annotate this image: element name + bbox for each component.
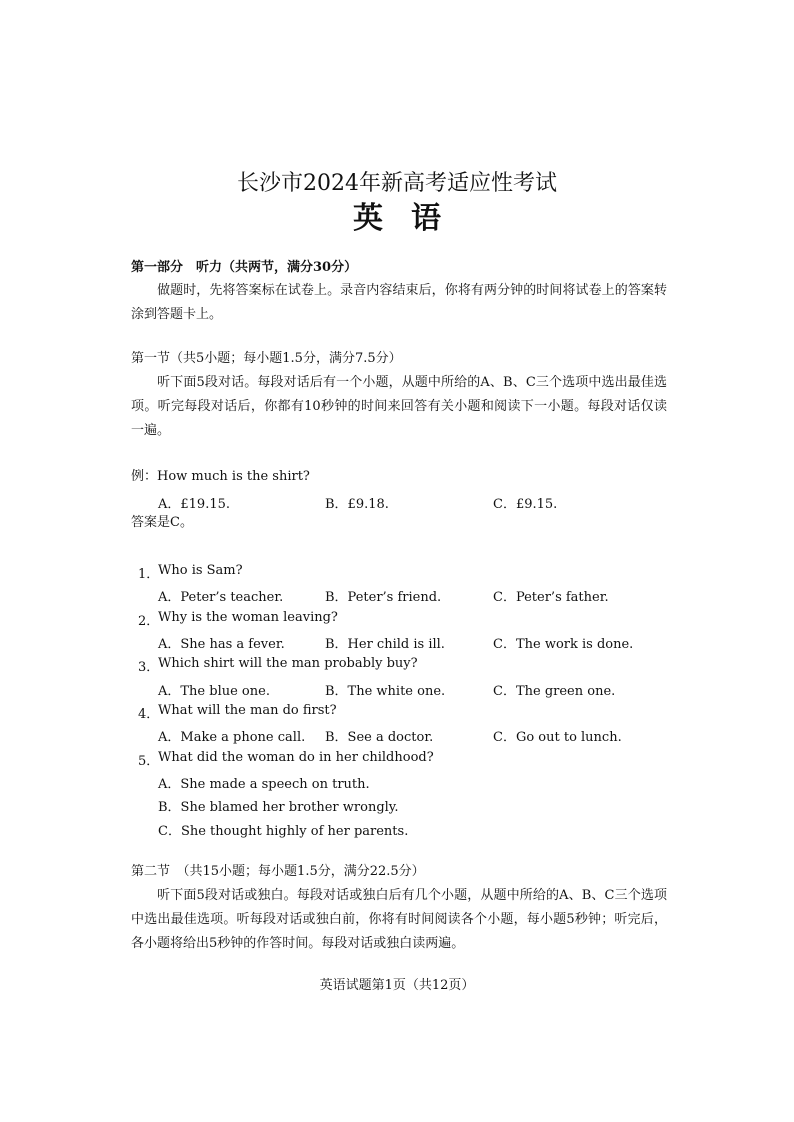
question-5-option-c: C．She thought highly of her parents.	[158, 824, 409, 839]
question-4-option-a: A．Make a phone call.	[158, 730, 306, 745]
question-5-option-a: A．She made a speech on truth.	[158, 777, 370, 792]
example-answer: 答案是C。	[131, 515, 193, 530]
question-3-option-b: B．The white one.	[325, 684, 446, 699]
question-2-option-c: C．The work is done.	[493, 637, 634, 652]
question-3-option-c: C．The green one.	[493, 684, 616, 699]
question-2-number: 2．	[138, 614, 160, 629]
section1-instructions-text: 听下面5段对话。每段对话后有一个小题，从题中所给的A、B、C三个选项中选出最佳选项。听完每段对话后，你都有10秒钟的时间来回答有关小题和阅读下一小题。每段对话仅读一遍。	[131, 375, 667, 438]
example-question: 例：How much is the shirt?	[131, 469, 310, 484]
question-3-text: Which shirt will the man probably buy?	[158, 656, 418, 671]
section2-instructions	[131, 884, 667, 956]
question-4-number: 4．	[138, 707, 160, 722]
section2-instructions-text: 听下面5段对话或独白。每段对话或独白后有几个小题，从题中所给的A、B、C三个选项中选出最佳选项。听每段对话或独白前，你将有时间阅读各个小题，每小题5秒钟；听完后，各小题将给出5秒钟的作答时间。每段对话或独白读两遍。	[131, 888, 667, 951]
section1-instructions	[131, 371, 667, 443]
example-option-a: A．£19.15.	[158, 497, 231, 512]
exam-subject: 英语	[353, 201, 469, 236]
question-1-number: 1．	[138, 567, 160, 582]
question-2-option-a: A．She has a fever.	[158, 637, 285, 652]
question-4-text: What will the man do first?	[158, 703, 337, 718]
question-1-text: Who is Sam?	[158, 563, 243, 578]
question-5-number: 5．	[138, 754, 160, 769]
section1-heading: 第一节（共5小题；每小题1.5分，满分7.5分）	[131, 351, 402, 366]
section2-heading: 第二节 （共15小题；每小题1.5分，满分22.5分）	[131, 864, 425, 879]
part1-heading: 第一部分 听力（共两节，满分30分）	[131, 260, 358, 275]
question-3-option-a: A．The blue one.	[158, 684, 270, 699]
question-1-option-b: B．Peter’s friend.	[325, 590, 442, 605]
part1-instructions	[131, 279, 667, 327]
question-4-option-c: C．Go out to lunch.	[493, 730, 622, 745]
question-5-option-b: B．She blamed her brother wrongly.	[158, 800, 399, 815]
question-4-option-b: B．See a doctor.	[325, 730, 434, 745]
exam-title: 长沙市2024年新高考适应性考试	[237, 171, 557, 196]
page-footer: 英语试题第1页（共12页）	[319, 978, 475, 993]
question-2-option-b: B．Her child is ill.	[325, 637, 445, 652]
question-2-text: Why is the woman leaving?	[158, 610, 338, 625]
question-3-number: 3．	[138, 660, 160, 675]
part1-instructions-text: 做题时，先将答案标在试卷上。录音内容结束后，你将有两分钟的时间将试卷上的答案转涂到答题卡上。	[131, 283, 667, 322]
example-option-c: C．£9.15.	[493, 497, 558, 512]
question-1-option-c: C．Peter’s father.	[493, 590, 609, 605]
question-1-option-a: A．Peter’s teacher.	[158, 590, 284, 605]
example-option-b: B．£9.18.	[325, 497, 389, 512]
question-5-text: What did the woman do in her childhood?	[158, 750, 434, 765]
